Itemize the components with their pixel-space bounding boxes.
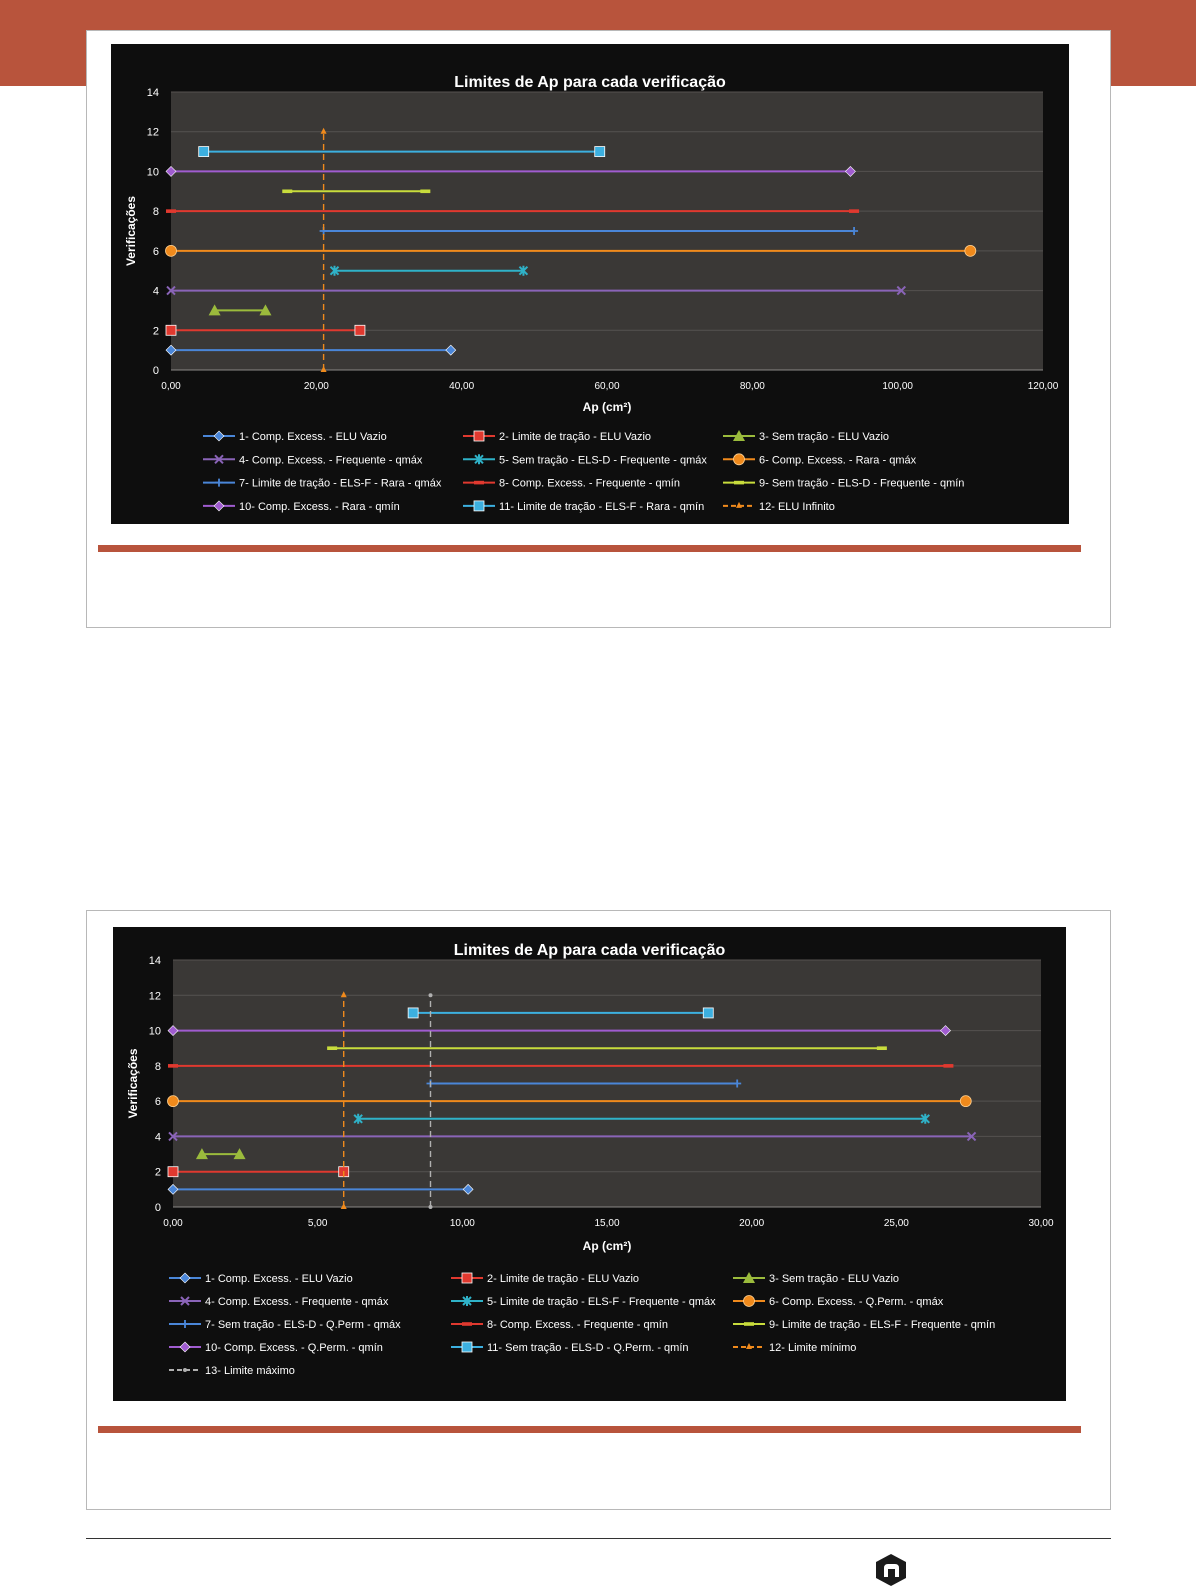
legend-label: 11- Sem tração - ELS-D - Q.Perm. - qmín — [487, 1342, 689, 1354]
legend-marker — [744, 1296, 755, 1307]
x-tick-label: 30,00 — [1028, 1218, 1054, 1229]
legend-item — [463, 501, 704, 513]
publisher-logo-icon — [875, 1553, 907, 1587]
legend-item — [733, 1319, 995, 1331]
legend-marker — [744, 1322, 754, 1326]
chart-title: Limites de Ap para cada verificação — [454, 74, 726, 91]
x-tick-label: 15,00 — [594, 1218, 620, 1229]
data-point — [429, 1205, 433, 1209]
legend-item — [723, 478, 964, 490]
figure-2-rule — [98, 1426, 1081, 1433]
data-point — [595, 147, 605, 157]
footer-rule — [86, 1538, 1111, 1539]
data-point — [166, 245, 177, 256]
chart-1 — [111, 44, 1069, 524]
legend-label: 1- Comp. Excess. - ELU Vazio — [205, 1273, 353, 1285]
legend-label: 12- ELU Infinito — [759, 500, 835, 513]
legend-label: 8- Comp. Excess. - Frequente - qmín — [487, 1319, 668, 1331]
legend-item — [203, 478, 442, 490]
data-point — [168, 1096, 179, 1107]
figure-1-rule — [98, 545, 1081, 552]
y-tick-label: 2 — [154, 1166, 161, 1179]
y-tick-label: 12 — [146, 126, 159, 139]
data-point — [166, 209, 176, 213]
data-point — [327, 1046, 337, 1050]
y-tick-label: 10 — [146, 166, 159, 179]
y-tick-label: 6 — [152, 245, 159, 258]
x-tick-label: 60,00 — [594, 381, 620, 392]
x-tick-label: 0,00 — [161, 381, 181, 392]
data-point — [355, 325, 365, 335]
y-tick-label: 12 — [148, 990, 161, 1003]
x-tick-label: 100,00 — [882, 381, 913, 392]
data-point — [168, 1064, 178, 1068]
legend-label: 2- Limite de tração - ELU Vazio — [499, 431, 652, 443]
legend-label: 11- Limite de tração - ELS-F - Rara - qmín — [499, 500, 705, 513]
data-point — [849, 209, 859, 213]
y-tick-label: 6 — [154, 1096, 161, 1109]
legend-marker — [474, 481, 484, 485]
legend-label: 5- Sem tração - ELS-D - Frequente - qmáx — [499, 454, 707, 467]
x-tick-label: 5,00 — [307, 1218, 328, 1229]
legend-label: 3- Sem tração - ELU Vazio — [769, 1273, 900, 1285]
x-tick-label: 25,00 — [883, 1218, 909, 1229]
legend-marker — [734, 481, 744, 485]
legend-marker — [474, 431, 484, 441]
x-tick-label: 40,00 — [449, 381, 475, 392]
legend-label: 2- Limite de tração - ELU Vazio — [487, 1273, 640, 1285]
x-tick-label: 10,00 — [449, 1218, 475, 1229]
x-tick-label: 120,00 — [1027, 381, 1059, 392]
data-point — [282, 189, 292, 193]
data-point — [168, 1167, 178, 1177]
legend-label: 13- Limite máximo — [205, 1365, 295, 1377]
chart-2 — [113, 927, 1066, 1401]
data-point — [166, 325, 176, 335]
legend-label: 10- Comp. Excess. - Q.Perm. - qmín — [205, 1342, 383, 1354]
y-tick-label: 8 — [152, 206, 159, 219]
legend-label: 10- Comp. Excess. - Rara - qmín — [239, 500, 400, 513]
y-axis-label: Verificações — [126, 1048, 140, 1119]
legend-label: 1- Comp. Excess. - ELU Vazio — [239, 431, 387, 443]
legend-marker — [183, 1368, 187, 1372]
legend-marker — [474, 501, 484, 511]
chart-title: Limites de Ap para cada verificação — [453, 942, 726, 959]
y-axis-label: Verificações — [124, 195, 138, 267]
y-tick-label: 14 — [148, 955, 161, 967]
y-tick-label: 0 — [152, 365, 159, 377]
x-tick-label: 20,00 — [303, 381, 329, 392]
y-tick-label: 4 — [152, 285, 159, 298]
legend-label: 5- Limite de tração - ELS-F - Frequente - qmáx — [487, 1296, 716, 1308]
y-tick-label: 8 — [154, 1060, 161, 1073]
data-point — [408, 1008, 418, 1018]
legend-label: 9- Limite de tração - ELS-F - Frequente - qmín — [769, 1319, 996, 1331]
data-point — [960, 1096, 971, 1107]
data-point — [943, 1064, 953, 1068]
y-tick-label: 4 — [154, 1131, 161, 1144]
legend-label: 6- Comp. Excess. - Q.Perm. - qmáx — [769, 1296, 944, 1308]
y-tick-label: 10 — [148, 1025, 161, 1038]
x-axis-label: Ap (cm²) — [582, 400, 632, 414]
legend-label: 12- Limite mínimo — [769, 1342, 857, 1354]
data-point — [703, 1008, 713, 1018]
data-point — [420, 189, 430, 193]
legend-marker — [462, 1273, 472, 1283]
x-tick-label: 0,00 — [163, 1218, 183, 1229]
y-tick-label: 14 — [146, 87, 159, 99]
legend-label: 4- Comp. Excess. - Frequente - qmáx — [239, 454, 423, 467]
data-point — [199, 147, 209, 157]
legend-label: 9- Sem tração - ELS-D - Frequente - qmín — [759, 477, 965, 490]
legend-marker — [734, 454, 745, 465]
legend-label: 7- Limite de tração - ELS-F - Rara - qmáx — [239, 477, 442, 490]
legend-label: 4- Comp. Excess. - Frequente - qmáx — [205, 1296, 389, 1308]
data-point — [965, 245, 976, 256]
y-tick-label: 2 — [152, 325, 159, 338]
legend-label: 3- Sem tração - ELU Vazio — [759, 431, 890, 443]
data-point — [429, 993, 433, 997]
legend-item — [451, 1296, 716, 1308]
legend-item — [451, 1342, 689, 1354]
data-point — [877, 1046, 887, 1050]
legend-marker — [462, 1322, 472, 1326]
legend-marker — [462, 1342, 472, 1352]
x-tick-label: 20,00 — [739, 1218, 765, 1229]
x-axis-label: Ap (cm²) — [582, 1239, 632, 1253]
x-tick-label: 80,00 — [739, 381, 765, 392]
y-tick-label: 0 — [154, 1202, 161, 1214]
legend-label: 8- Comp. Excess. - Frequente - qmín — [499, 477, 680, 490]
legend-label: 7- Sem tração - ELS-D - Q.Perm - qmáx — [205, 1319, 401, 1331]
legend-label: 6- Comp. Excess. - Rara - qmáx — [759, 454, 917, 467]
legend-item — [463, 454, 707, 466]
